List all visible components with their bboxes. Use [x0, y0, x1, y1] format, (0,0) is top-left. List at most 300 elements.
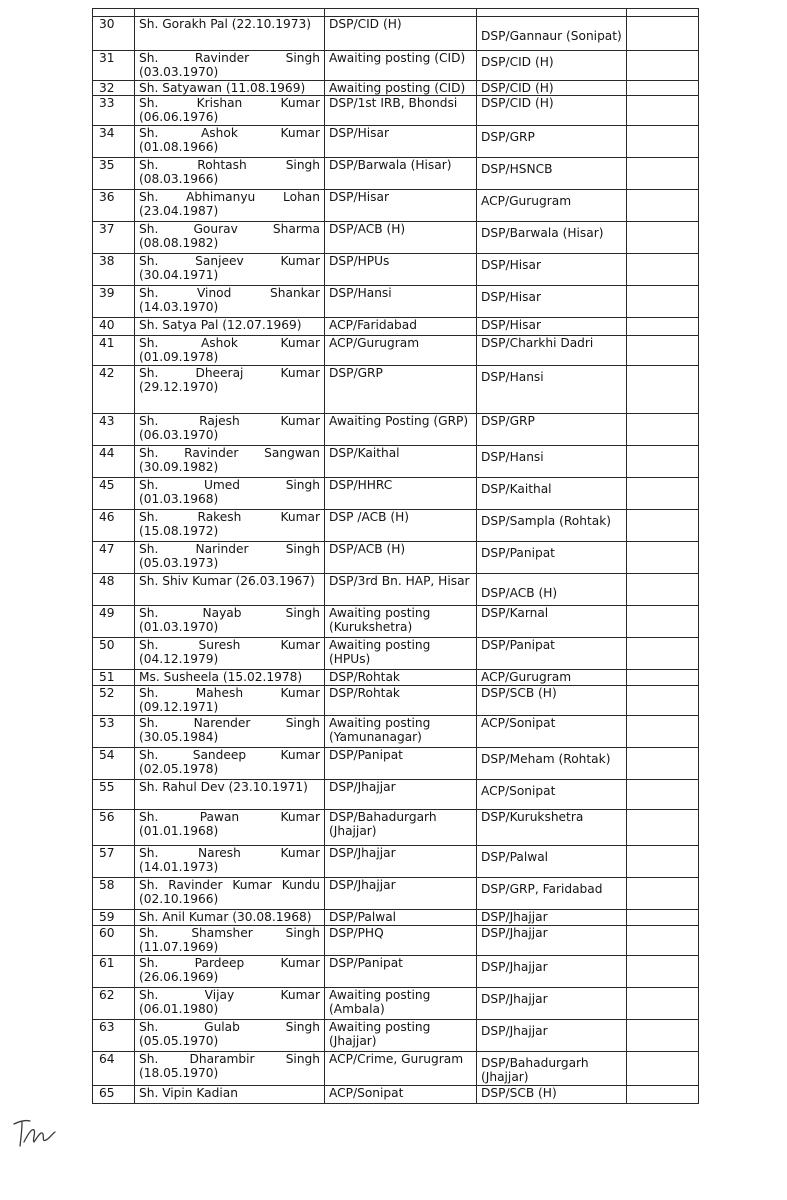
remarks-cell [627, 716, 699, 748]
present-posting-cell: Awaiting posting (CID) [325, 81, 477, 96]
officer-name: Sh. Vinod Shankar [139, 286, 320, 300]
remarks-cell [627, 478, 699, 510]
officer-name: Sh. Rajesh Kumar [139, 414, 320, 428]
officer-name: Sh. Pawan Kumar [139, 810, 320, 824]
present-posting-cell: DSP/PHQ [325, 926, 477, 956]
officer-name: Sh. Gourav Sharma [139, 222, 320, 236]
table-row [93, 17, 699, 51]
officer-name: Sh. Sanjeev Kumar [139, 254, 320, 268]
officer-name: Sh. Shiv Kumar (26.03.1967) [139, 574, 315, 588]
officer-name-cell [135, 846, 325, 878]
remarks-cell [627, 988, 699, 1020]
remarks-cell [627, 956, 699, 988]
remarks-cell [627, 126, 699, 158]
officer-name-cell [135, 366, 325, 414]
new-posting-text: DSP/GRP [481, 414, 535, 428]
new-posting-cell [477, 254, 627, 286]
serial-number-cell: 46 [93, 510, 135, 542]
table-row [93, 96, 699, 126]
officer-date-of-birth: (15.08.1972) [139, 524, 219, 538]
officer-name-cell [135, 716, 325, 748]
officer-name: Sh. Nayab Singh [139, 606, 320, 620]
new-posting-cell [477, 574, 627, 606]
remarks-cell [627, 254, 699, 286]
officer-date-of-birth: (23.04.1987) [139, 204, 219, 218]
officer-name-cell [135, 126, 325, 158]
officer-name: Sh. Vijay Kumar [139, 988, 320, 1002]
officer-name: Sh. Rakesh Kumar [139, 510, 320, 524]
officer-name: Sh. Dharambir Singh [139, 1052, 320, 1066]
new-posting-text: DSP/GRP [481, 130, 535, 144]
remarks-cell [627, 158, 699, 190]
new-posting-cell [477, 222, 627, 254]
officer-name: Sh. Rohtash Singh [139, 158, 320, 172]
table-row [93, 574, 699, 606]
table-row [93, 542, 699, 574]
serial-number-cell: 35 [93, 158, 135, 190]
serial-number-cell: 43 [93, 414, 135, 446]
serial-number-cell: 55 [93, 780, 135, 810]
new-posting-cell [477, 686, 627, 716]
officer-name-cell [135, 81, 325, 96]
officer-name-cell [135, 670, 325, 686]
officer-date-of-birth: (03.03.1970) [139, 65, 219, 79]
table-row [93, 638, 699, 670]
officer-name-cell [135, 910, 325, 926]
new-posting-text: ACP/Sonipat [481, 716, 556, 730]
new-posting-cell [477, 158, 627, 190]
new-posting-cell [477, 478, 627, 510]
cell [93, 9, 135, 17]
officer-name: Sh. Pardeep Kumar [139, 956, 320, 970]
table-row [93, 810, 699, 846]
officer-date-of-birth: (18.05.1970) [139, 1066, 219, 1080]
table-body [93, 9, 699, 1104]
remarks-cell [627, 336, 699, 366]
remarks-cell [627, 510, 699, 542]
officer-name-cell [135, 574, 325, 606]
remarks-cell [627, 926, 699, 956]
new-posting-cell [477, 810, 627, 846]
serial-number-cell: 32 [93, 81, 135, 96]
serial-number-cell: 60 [93, 926, 135, 956]
officer-date-of-birth: (02.10.1966) [139, 892, 219, 906]
new-posting-text: DSP/Barwala (Hisar) [481, 226, 604, 240]
table-row [93, 478, 699, 510]
present-posting-cell: Awaiting posting (Jhajjar) [325, 1020, 477, 1052]
officer-name: Sh. Ashok Kumar [139, 126, 320, 140]
serial-number-cell: 56 [93, 810, 135, 846]
new-posting-text: DSP/Gannaur (Sonipat) [481, 29, 622, 43]
table-row [93, 878, 699, 910]
present-posting-cell: DSP/Rohtak [325, 686, 477, 716]
table-row [93, 926, 699, 956]
new-posting-text: DSP/Jhajjar [481, 1024, 548, 1038]
new-posting-text: DSP/Jhajjar [481, 960, 548, 974]
new-posting-cell [477, 988, 627, 1020]
new-posting-text: DSP/HSNCB [481, 162, 553, 176]
officer-name: Sh. Satya Pal (12.07.1969) [139, 318, 302, 332]
new-posting-cell [477, 336, 627, 366]
officer-date-of-birth: (02.05.1978) [139, 762, 219, 776]
table-row [93, 286, 699, 318]
transfer-posting-table [92, 8, 699, 1104]
officer-name: Sh. Narender Singh [139, 716, 320, 730]
officer-name: Sh. Krishan Kumar [139, 96, 320, 110]
remarks-cell [627, 190, 699, 222]
new-posting-text: DSP/Bahadurgarh (Jhajjar) [481, 1056, 589, 1084]
officer-name-cell [135, 878, 325, 910]
remarks-cell [627, 878, 699, 910]
officer-name: Sh. Ravinder Kumar Kundu [139, 878, 320, 892]
serial-number-cell: 64 [93, 1052, 135, 1086]
new-posting-text: DSP/Kaithal [481, 482, 552, 496]
officer-date-of-birth: (01.08.1966) [139, 140, 219, 154]
posting-table-sheet [92, 8, 698, 1104]
officer-date-of-birth: (01.03.1970) [139, 620, 219, 634]
cell [627, 9, 699, 17]
new-posting-text: DSP/CID (H) [481, 55, 554, 69]
officer-name-cell [135, 190, 325, 222]
remarks-cell [627, 414, 699, 446]
remarks-cell [627, 81, 699, 96]
present-posting-cell: DSP /ACB (H) [325, 510, 477, 542]
officer-date-of-birth: (29.12.1970) [139, 380, 219, 394]
new-posting-cell [477, 96, 627, 126]
officer-date-of-birth: (01.03.1968) [139, 492, 219, 506]
officer-name-cell [135, 158, 325, 190]
present-posting-cell: DSP/HPUs [325, 254, 477, 286]
officer-name-cell [135, 956, 325, 988]
new-posting-cell [477, 1020, 627, 1052]
present-posting-cell: DSP/Jhajjar [325, 878, 477, 910]
serial-number-cell: 65 [93, 1086, 135, 1104]
serial-number-cell: 31 [93, 51, 135, 81]
serial-number-cell: 47 [93, 542, 135, 574]
officer-date-of-birth: (05.05.1970) [139, 1034, 219, 1048]
new-posting-text: DSP/Meham (Rohtak) [481, 752, 611, 766]
serial-number-cell: 42 [93, 366, 135, 414]
table-row [93, 846, 699, 878]
present-posting-cell: DSP/Hansi [325, 286, 477, 318]
serial-number-cell: 52 [93, 686, 135, 716]
officer-name-cell [135, 446, 325, 478]
officer-date-of-birth: (08.08.1982) [139, 236, 219, 250]
present-posting-cell: Awaiting posting (HPUs) [325, 638, 477, 670]
present-posting-cell: Awaiting Posting (GRP) [325, 414, 477, 446]
new-posting-cell [477, 670, 627, 686]
officer-name-cell [135, 1086, 325, 1104]
serial-number-cell: 59 [93, 910, 135, 926]
new-posting-cell [477, 846, 627, 878]
officer-name-cell [135, 926, 325, 956]
new-posting-text: DSP/Hisar [481, 318, 541, 332]
serial-number-cell: 62 [93, 988, 135, 1020]
new-posting-cell [477, 1052, 627, 1086]
new-posting-cell [477, 126, 627, 158]
present-posting-cell: Awaiting posting (Yamunanagar) [325, 716, 477, 748]
remarks-cell [627, 1020, 699, 1052]
officer-date-of-birth: (04.12.1979) [139, 652, 219, 666]
officer-date-of-birth: (01.09.1978) [139, 350, 219, 364]
officer-name-cell [135, 748, 325, 780]
serial-number-cell: 37 [93, 222, 135, 254]
officer-name: Sh. Ravinder Sangwan [139, 446, 320, 460]
table-row [93, 606, 699, 638]
table-top-row [93, 9, 699, 17]
officer-name-cell [135, 318, 325, 336]
table-row [93, 158, 699, 190]
remarks-cell [627, 1086, 699, 1104]
serial-number-cell: 44 [93, 446, 135, 478]
new-posting-text: DSP/Palwal [481, 850, 549, 864]
serial-number-cell: 30 [93, 17, 135, 51]
table-row [93, 318, 699, 336]
cell [477, 9, 627, 17]
officer-date-of-birth: (30.09.1982) [139, 460, 219, 474]
table-row [93, 51, 699, 81]
remarks-cell [627, 846, 699, 878]
new-posting-text: DSP/ACB (H) [481, 586, 558, 600]
officer-date-of-birth: (06.01.1980) [139, 1002, 219, 1016]
present-posting-cell: DSP/Jhajjar [325, 780, 477, 810]
table-row [93, 910, 699, 926]
new-posting-text: DSP/Hansi [481, 370, 544, 384]
remarks-cell [627, 96, 699, 126]
new-posting-text: DSP/Hisar [481, 258, 541, 272]
new-posting-text: DSP/Hansi [481, 450, 544, 464]
serial-number-cell: 61 [93, 956, 135, 988]
present-posting-cell: DSP/ACB (H) [325, 222, 477, 254]
officer-date-of-birth: (06.06.1976) [139, 110, 219, 124]
serial-number-cell: 54 [93, 748, 135, 780]
serial-number-cell: 50 [93, 638, 135, 670]
remarks-cell [627, 910, 699, 926]
new-posting-text: DSP/Jhajjar [481, 926, 548, 940]
officer-name: Sh. Vipin Kadian [139, 1086, 238, 1100]
new-posting-cell [477, 51, 627, 81]
new-posting-cell [477, 286, 627, 318]
officer-name-cell [135, 336, 325, 366]
new-posting-text: DSP/GRP, Faridabad [481, 882, 603, 896]
remarks-cell [627, 17, 699, 51]
new-posting-text: DSP/Panipat [481, 638, 555, 652]
present-posting-cell: DSP/CID (H) [325, 17, 477, 51]
officer-name-cell [135, 638, 325, 670]
officer-name: Sh. Gulab Singh [139, 1020, 320, 1034]
table-row [93, 414, 699, 446]
officer-name-cell [135, 1052, 325, 1086]
new-posting-text: DSP/SCB (H) [481, 686, 557, 700]
officer-name-cell [135, 542, 325, 574]
remarks-cell [627, 222, 699, 254]
officer-name-cell [135, 17, 325, 51]
new-posting-text: DSP/SCB (H) [481, 1086, 557, 1100]
present-posting-cell: DSP/Kaithal [325, 446, 477, 478]
table-row [93, 222, 699, 254]
officer-name-cell [135, 810, 325, 846]
new-posting-text: DSP/Charkhi Dadri [481, 336, 594, 350]
serial-number-cell: 53 [93, 716, 135, 748]
new-posting-text: ACP/Sonipat [481, 784, 556, 798]
present-posting-cell: DSP/Panipat [325, 956, 477, 988]
officer-date-of-birth: (06.03.1970) [139, 428, 219, 442]
new-posting-cell [477, 748, 627, 780]
new-posting-text: DSP/Karnal [481, 606, 549, 620]
table-row [93, 366, 699, 414]
table-row [93, 336, 699, 366]
remarks-cell [627, 574, 699, 606]
table-row [93, 686, 699, 716]
officer-name: Ms. Susheela (15.02.1978) [139, 670, 303, 684]
officer-name-cell [135, 414, 325, 446]
remarks-cell [627, 748, 699, 780]
new-posting-cell [477, 542, 627, 574]
remarks-cell [627, 51, 699, 81]
table-row [93, 1020, 699, 1052]
present-posting-cell: DSP/HHRC [325, 478, 477, 510]
present-posting-cell: ACP/Gurugram [325, 336, 477, 366]
officer-name: Sh. Suresh Kumar [139, 638, 320, 652]
officer-date-of-birth: (30.05.1984) [139, 730, 219, 744]
officer-date-of-birth: (05.03.1973) [139, 556, 219, 570]
present-posting-cell: DSP/Rohtak [325, 670, 477, 686]
new-posting-text: DSP/Jhajjar [481, 992, 548, 1006]
serial-number-cell: 38 [93, 254, 135, 286]
officer-name: Sh. Rahul Dev (23.10.1971) [139, 780, 308, 794]
new-posting-text: DSP/Sampla (Rohtak) [481, 514, 612, 528]
serial-number-cell: 51 [93, 670, 135, 686]
remarks-cell [627, 318, 699, 336]
officer-name: Sh. Abhimanyu Lohan [139, 190, 320, 204]
present-posting-cell: DSP/Barwala (Hisar) [325, 158, 477, 190]
officer-name: Sh. Anil Kumar (30.08.1968) [139, 910, 312, 924]
new-posting-text: DSP/Hisar [481, 290, 541, 304]
new-posting-cell [477, 638, 627, 670]
officer-date-of-birth: (26.06.1969) [139, 970, 219, 984]
officer-date-of-birth: (14.03.1970) [139, 300, 219, 314]
serial-number-cell: 40 [93, 318, 135, 336]
table-row [93, 446, 699, 478]
officer-name: Sh. Gorakh Pal (22.10.1973) [139, 17, 312, 31]
present-posting-cell: DSP/GRP [325, 366, 477, 414]
table-row [93, 748, 699, 780]
present-posting-cell: DSP/3rd Bn. HAP, Hisar [325, 574, 477, 606]
serial-number-cell: 45 [93, 478, 135, 510]
table-row [93, 1052, 699, 1086]
present-posting-cell: DSP/ACB (H) [325, 542, 477, 574]
officer-name: Sh. Shamsher Singh [139, 926, 320, 940]
officer-name-cell [135, 1020, 325, 1052]
officer-name-cell [135, 96, 325, 126]
officer-date-of-birth: (01.01.1968) [139, 824, 219, 838]
serial-number-cell: 39 [93, 286, 135, 318]
new-posting-text: DSP/CID (H) [481, 96, 554, 110]
table-row [93, 780, 699, 810]
officer-name: Sh. Dheeraj Kumar [139, 366, 320, 380]
cell [325, 9, 477, 17]
remarks-cell [627, 542, 699, 574]
present-posting-cell: DSP/Hisar [325, 126, 477, 158]
serial-number-cell: 34 [93, 126, 135, 158]
present-posting-cell: ACP/Crime, Gurugram [325, 1052, 477, 1086]
table-row [93, 126, 699, 158]
new-posting-cell [477, 1086, 627, 1104]
present-posting-cell: Awaiting posting (CID) [325, 51, 477, 81]
remarks-cell [627, 780, 699, 810]
present-posting-cell: DSP/Jhajjar [325, 846, 477, 878]
remarks-cell [627, 366, 699, 414]
new-posting-text: ACP/Gurugram [481, 670, 572, 684]
officer-name: Sh. Sandeep Kumar [139, 748, 320, 762]
table-row [93, 988, 699, 1020]
cell [135, 9, 325, 17]
table-row [93, 1086, 699, 1104]
present-posting-cell: ACP/Sonipat [325, 1086, 477, 1104]
officer-date-of-birth: (08.03.1966) [139, 172, 219, 186]
new-posting-cell [477, 926, 627, 956]
new-posting-text: ACP/Gurugram [481, 194, 572, 208]
new-posting-cell [477, 17, 627, 51]
present-posting-cell: DSP/Bahadurgarh (Jhajjar) [325, 810, 477, 846]
serial-number-cell: 57 [93, 846, 135, 878]
officer-name-cell [135, 286, 325, 318]
table-row [93, 510, 699, 542]
table-row [93, 81, 699, 96]
officer-name-cell [135, 510, 325, 542]
officer-date-of-birth: (09.12.1971) [139, 700, 219, 714]
new-posting-cell [477, 910, 627, 926]
present-posting-cell: ACP/Faridabad [325, 318, 477, 336]
present-posting-cell: DSP/Palwal [325, 910, 477, 926]
officer-name-cell [135, 780, 325, 810]
new-posting-cell [477, 446, 627, 478]
new-posting-cell [477, 956, 627, 988]
table-row [93, 190, 699, 222]
remarks-cell [627, 446, 699, 478]
remarks-cell [627, 686, 699, 716]
new-posting-cell [477, 780, 627, 810]
table-row [93, 716, 699, 748]
serial-number-cell: 41 [93, 336, 135, 366]
serial-number-cell: 48 [93, 574, 135, 606]
handwritten-initials-signature [10, 1112, 58, 1152]
officer-date-of-birth: (11.07.1969) [139, 940, 219, 954]
new-posting-cell [477, 510, 627, 542]
serial-number-cell: 49 [93, 606, 135, 638]
officer-name-cell [135, 51, 325, 81]
new-posting-cell [477, 318, 627, 336]
table-row [93, 254, 699, 286]
officer-name: Sh. Ravinder Singh [139, 51, 320, 65]
remarks-cell [627, 638, 699, 670]
officer-name-cell [135, 222, 325, 254]
new-posting-text: DSP/CID (H) [481, 81, 554, 95]
officer-name-cell [135, 254, 325, 286]
present-posting-cell: DSP/1st IRB, Bhondsi [325, 96, 477, 126]
officer-date-of-birth: (30.04.1971) [139, 268, 219, 282]
new-posting-cell [477, 414, 627, 446]
officer-name: Sh. Narinder Singh [139, 542, 320, 556]
officer-name-cell [135, 478, 325, 510]
present-posting-cell: DSP/Panipat [325, 748, 477, 780]
remarks-cell [627, 1052, 699, 1086]
remarks-cell [627, 810, 699, 846]
serial-number-cell: 58 [93, 878, 135, 910]
officer-name: Sh. Ashok Kumar [139, 336, 320, 350]
new-posting-text: DSP/Kurukshetra [481, 810, 584, 824]
officer-name: Sh. Naresh Kumar [139, 846, 320, 860]
